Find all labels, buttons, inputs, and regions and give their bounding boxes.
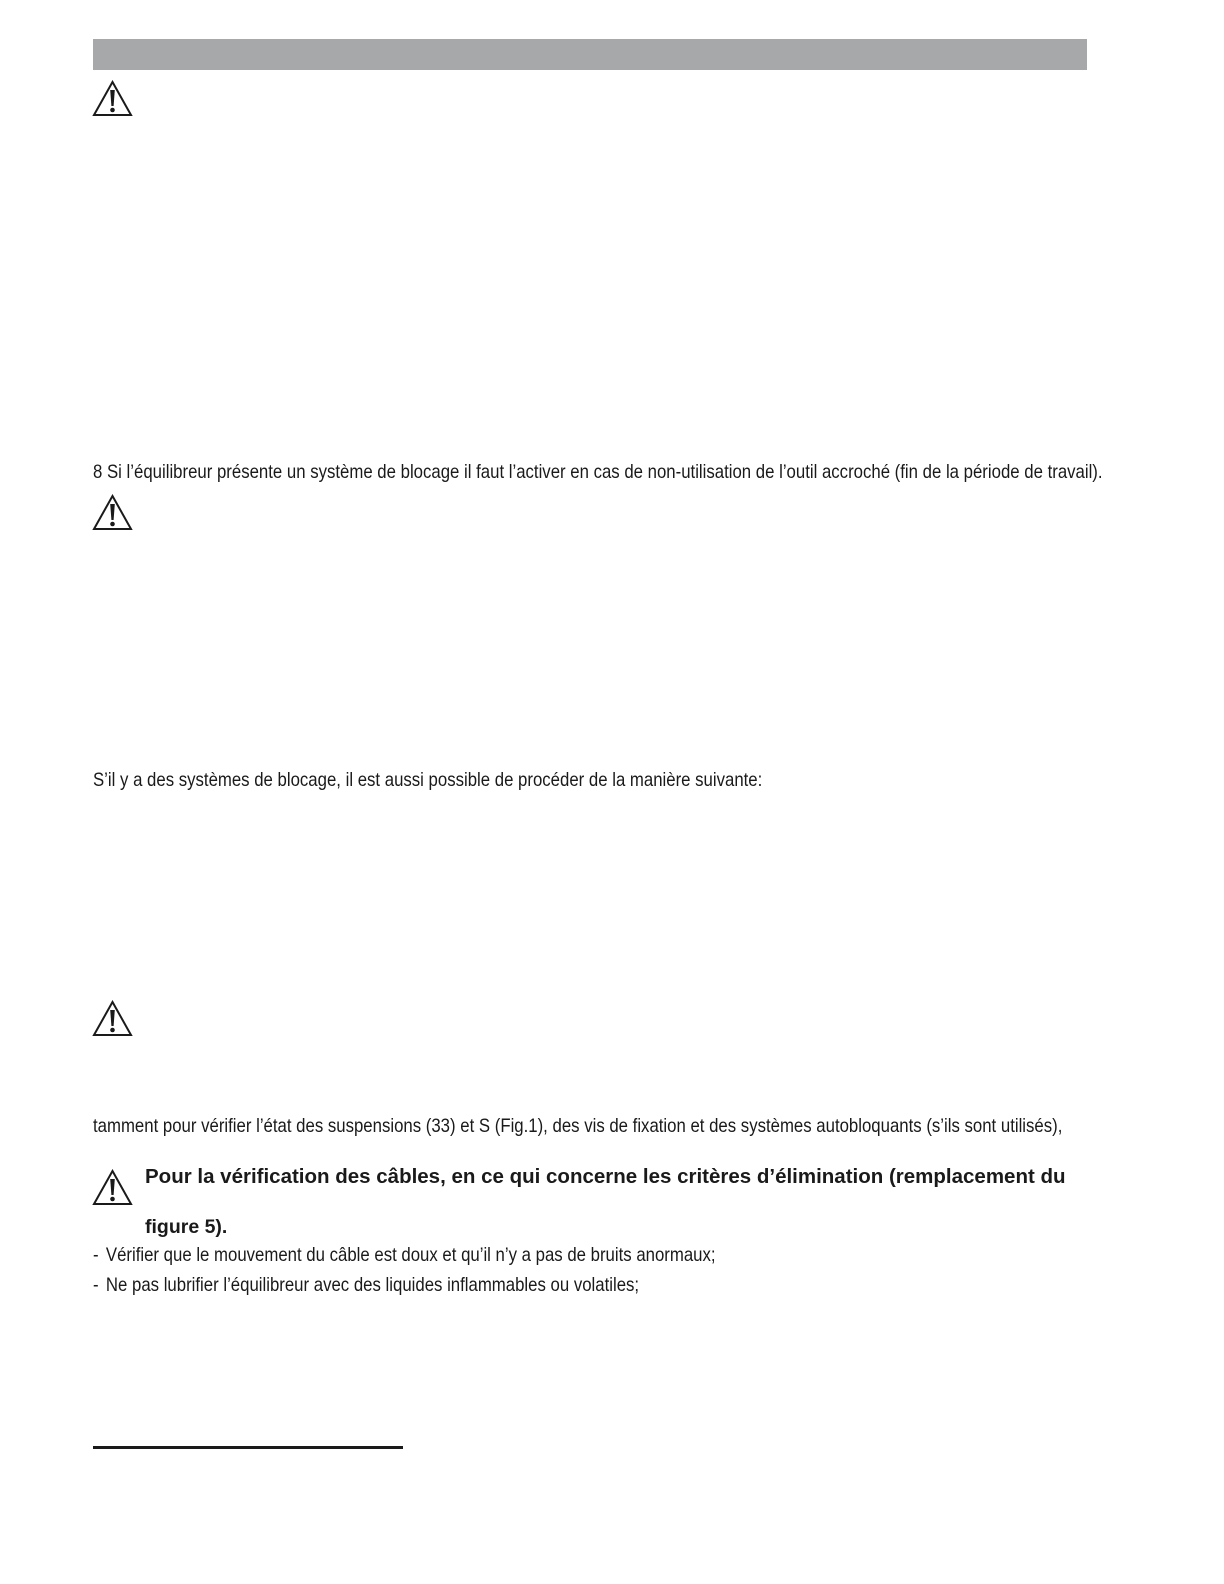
warning-triangle-icon — [92, 80, 133, 117]
bullet-mark: - — [93, 1244, 99, 1266]
inspection-text: tamment pour vérifier l’état des suspensions (33) et S (Fig.1), des vis de fixation et des systèmes autobloquants (s’ils sont utilisés), — [93, 1115, 1063, 1137]
list-item — [93, 1246, 716, 1266]
bullet-mark: - — [93, 1274, 99, 1296]
section-header-bar — [93, 39, 1087, 70]
blocking-systems-intro: S’il y a des systèmes de blocage, il est aussi possible de procéder de la manière suivante: — [93, 769, 763, 791]
warning-triangle-icon — [92, 1000, 133, 1037]
cable-check-warning-end: figure 5). — [145, 1216, 228, 1238]
warning-triangle-icon — [92, 494, 133, 531]
list-item — [93, 1276, 639, 1296]
cable-check-warning: Pour la vérification des câbles, en ce qui concerne les critères d’élimination (remplacement du — [145, 1165, 1066, 1188]
bullet-text: Ne pas lubrifier l’équilibreur avec des liquides inflammables ou volatiles; — [105, 1274, 640, 1296]
item-8-text: 8 Si l’équilibreur présente un système de blocage il faut l’activer en cas de non-utilisation de l’outil accroché (fin de la période de travail). — [93, 461, 1103, 483]
bullet-text: Vérifier que le mouvement du câble est doux et qu’il n’y a pas de bruits anormaux; — [105, 1244, 716, 1266]
warning-triangle-icon — [92, 1169, 133, 1206]
footnote-separator — [93, 1446, 403, 1449]
